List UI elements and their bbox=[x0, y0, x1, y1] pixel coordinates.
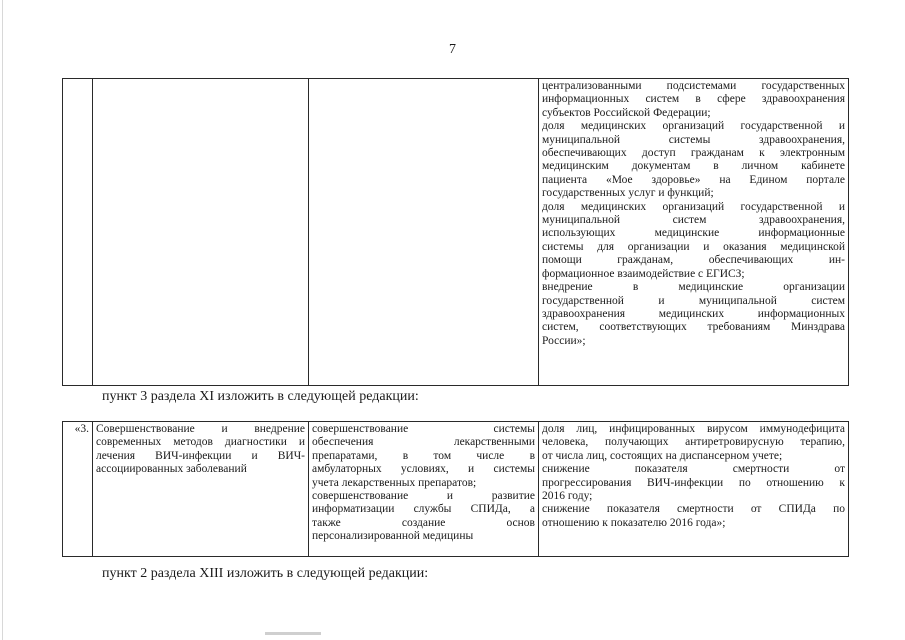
scan-smudge bbox=[265, 632, 321, 635]
cell-line: муниципальной систем здравоохранения, bbox=[542, 214, 845, 227]
cell-line: формационное взаимодействие с ЕГИСЗ; bbox=[542, 267, 745, 280]
table-cell-tasks bbox=[309, 422, 539, 557]
cell-line: современных методов диагностики и bbox=[96, 436, 305, 449]
table-cell-tasks bbox=[309, 79, 539, 386]
cell-line: государственной и муниципальной систем bbox=[542, 294, 845, 307]
table-cell-name bbox=[93, 422, 309, 557]
cell-line: доля лиц, инфицированных вирусом иммунодефицита bbox=[542, 423, 845, 435]
table-cell-number bbox=[63, 79, 93, 386]
cell-line: лечения ВИЧ-инфекции и ВИЧ- bbox=[96, 449, 305, 462]
cell-line: помощи гражданам, обеспечивающих ин- bbox=[542, 254, 845, 267]
instruction-text: пункт 2 раздела XIII изложить в следующей редакции: bbox=[102, 566, 429, 581]
cell-line: обеспечивающих доступ гражданам к электронным bbox=[542, 147, 845, 160]
cell-line: совершенствование и развитие bbox=[312, 490, 535, 503]
cell-line: амбулаторных условиях, и системы bbox=[312, 463, 535, 476]
cell-line: информационных систем в сфере здравоохранения bbox=[542, 93, 845, 106]
instruction-text: пункт 3 раздела XI изложить в следующей редакции: bbox=[102, 389, 419, 404]
cell-line: внедрение в медицинские организации bbox=[542, 281, 845, 294]
table-cell-indicators bbox=[539, 79, 849, 386]
cell-line: отношению к показателю 2016 года»; bbox=[542, 516, 726, 529]
cell-line: пациента «Мое здоровье» на Едином портале bbox=[542, 173, 845, 186]
page-number: 7 bbox=[449, 42, 456, 57]
cell-line: систем, соответствующих требованиям Минздрава bbox=[542, 321, 845, 334]
cell-line: обеспечения лекарственными bbox=[312, 436, 535, 449]
cell-line: персонализированной медицины bbox=[312, 530, 474, 543]
cell-line: 2016 году; bbox=[542, 490, 593, 503]
cell-line: от числа лиц, состоящих на диспансерном учете; bbox=[542, 449, 783, 462]
cell-line: использующих медицинские информационные bbox=[542, 227, 845, 240]
cell-line: совершенствование системы bbox=[312, 423, 535, 435]
table-continued bbox=[62, 78, 849, 386]
cell-line: ассоциированных заболеваний bbox=[96, 463, 247, 476]
cell-line: снижение показателя смертности от bbox=[542, 463, 845, 476]
cell-line: государственных услуг и функций; bbox=[542, 187, 714, 200]
cell-line: доля медицинских организаций государственной и bbox=[542, 200, 845, 213]
cell-line: также создание основ bbox=[312, 516, 535, 529]
scan-margin-line bbox=[2, 0, 3, 640]
cell-line: субъектов Российской Федерации; bbox=[542, 106, 711, 119]
table-cell-name bbox=[93, 79, 309, 386]
cell-line: прогрессирования ВИЧ-инфекции по отношению к bbox=[542, 476, 845, 489]
cell-line: медицинским документам в личном кабинете bbox=[542, 160, 845, 173]
cell-line: снижение показателя смертности от СПИДа по bbox=[542, 503, 845, 516]
cell-line: системы для организации и оказания медицинской bbox=[542, 240, 845, 253]
table-cell-indicators bbox=[539, 422, 849, 557]
cell-line: Совершенствование и внедрение bbox=[96, 423, 305, 435]
cell-line: препаратами, в том числе в bbox=[312, 449, 535, 462]
table-row bbox=[63, 422, 849, 557]
table-section bbox=[62, 421, 849, 557]
cell-line: информатизации службы СПИДа, а bbox=[312, 503, 535, 516]
table-row bbox=[63, 79, 849, 386]
table-cell-number: «3. bbox=[63, 422, 93, 557]
cell-line: учета лекарственных препаратов; bbox=[312, 476, 477, 489]
cell-line: России»; bbox=[542, 334, 586, 347]
cell-line: муниципальной системы здравоохранения, bbox=[542, 133, 845, 146]
cell-line: доля медицинских организаций государственной и bbox=[542, 120, 845, 133]
cell-line: человека, получающих антиретровирусную терапию, bbox=[542, 436, 845, 449]
cell-line: централизованными подсистемами государственных bbox=[542, 80, 845, 92]
cell-line: здравоохранения медицинских информационных bbox=[542, 307, 845, 320]
